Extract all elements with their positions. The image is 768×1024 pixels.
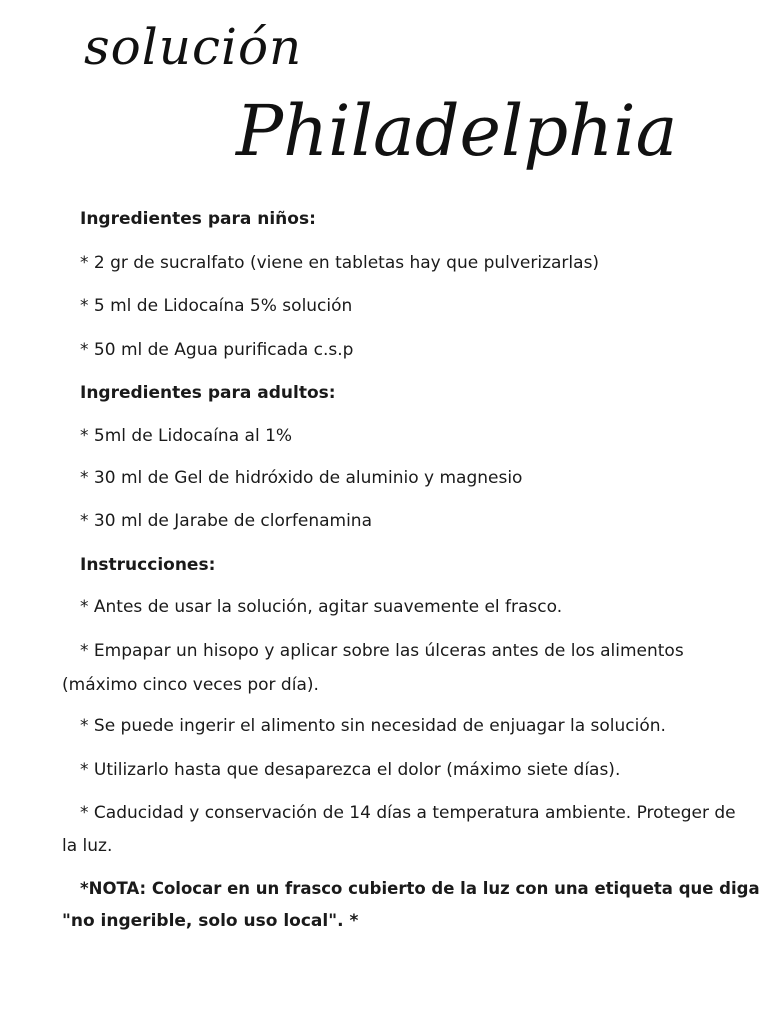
- instruccion-5-linea-2: la luz.: [62, 836, 113, 856]
- heading-ingredientes-adultos: Ingredientes para adultos:: [80, 383, 336, 403]
- title-solucion: solución: [84, 18, 303, 76]
- ingrediente-adultos-2: * 30 ml de Gel de hidróxido de aluminio y magnesio: [80, 468, 523, 488]
- nota-linea-2: "no ingerible, solo uso local". *: [62, 911, 359, 931]
- title-philadelphia: Philadelphia: [236, 90, 678, 172]
- ingrediente-adultos-1: * 5ml de Lidocaína al 1%: [80, 426, 293, 446]
- instruccion-5-linea-1: * Caducidad y conservación de 14 días a temperatura ambiente. Proteger de: [80, 803, 736, 823]
- instruccion-2-linea-2: (máximo cinco veces por día).: [62, 675, 319, 695]
- instruccion-1: * Antes de usar la solución, agitar suavemente el frasco.: [80, 597, 563, 617]
- ingrediente-adultos-3: * 30 ml de Jarabe de clorfenamina: [80, 511, 372, 531]
- instruccion-2-linea-1: * Empapar un hisopo y aplicar sobre las úlceras antes de los alimentos: [80, 641, 684, 661]
- heading-instrucciones: Instrucciones:: [80, 555, 216, 575]
- ingrediente-ninos-2: * 5 ml de Lidocaína 5% solución: [80, 296, 353, 316]
- instruccion-4: * Utilizarlo hasta que desaparezca el dolor (máximo siete días).: [80, 760, 621, 780]
- instruccion-3: * Se puede ingerir el alimento sin necesidad de enjuagar la solución.: [80, 716, 666, 736]
- nota-linea-1: *NOTA: Colocar en un frasco cubierto de la luz con una etiqueta que diga: [80, 879, 760, 898]
- ingrediente-ninos-1: * 2 gr de sucralfato (viene en tabletas hay que pulverizarlas): [80, 253, 600, 273]
- heading-ingredientes-ninos: Ingredientes para niños:: [80, 209, 316, 229]
- ingrediente-ninos-3: * 50 ml de Agua purificada c.s.p: [80, 340, 354, 360]
